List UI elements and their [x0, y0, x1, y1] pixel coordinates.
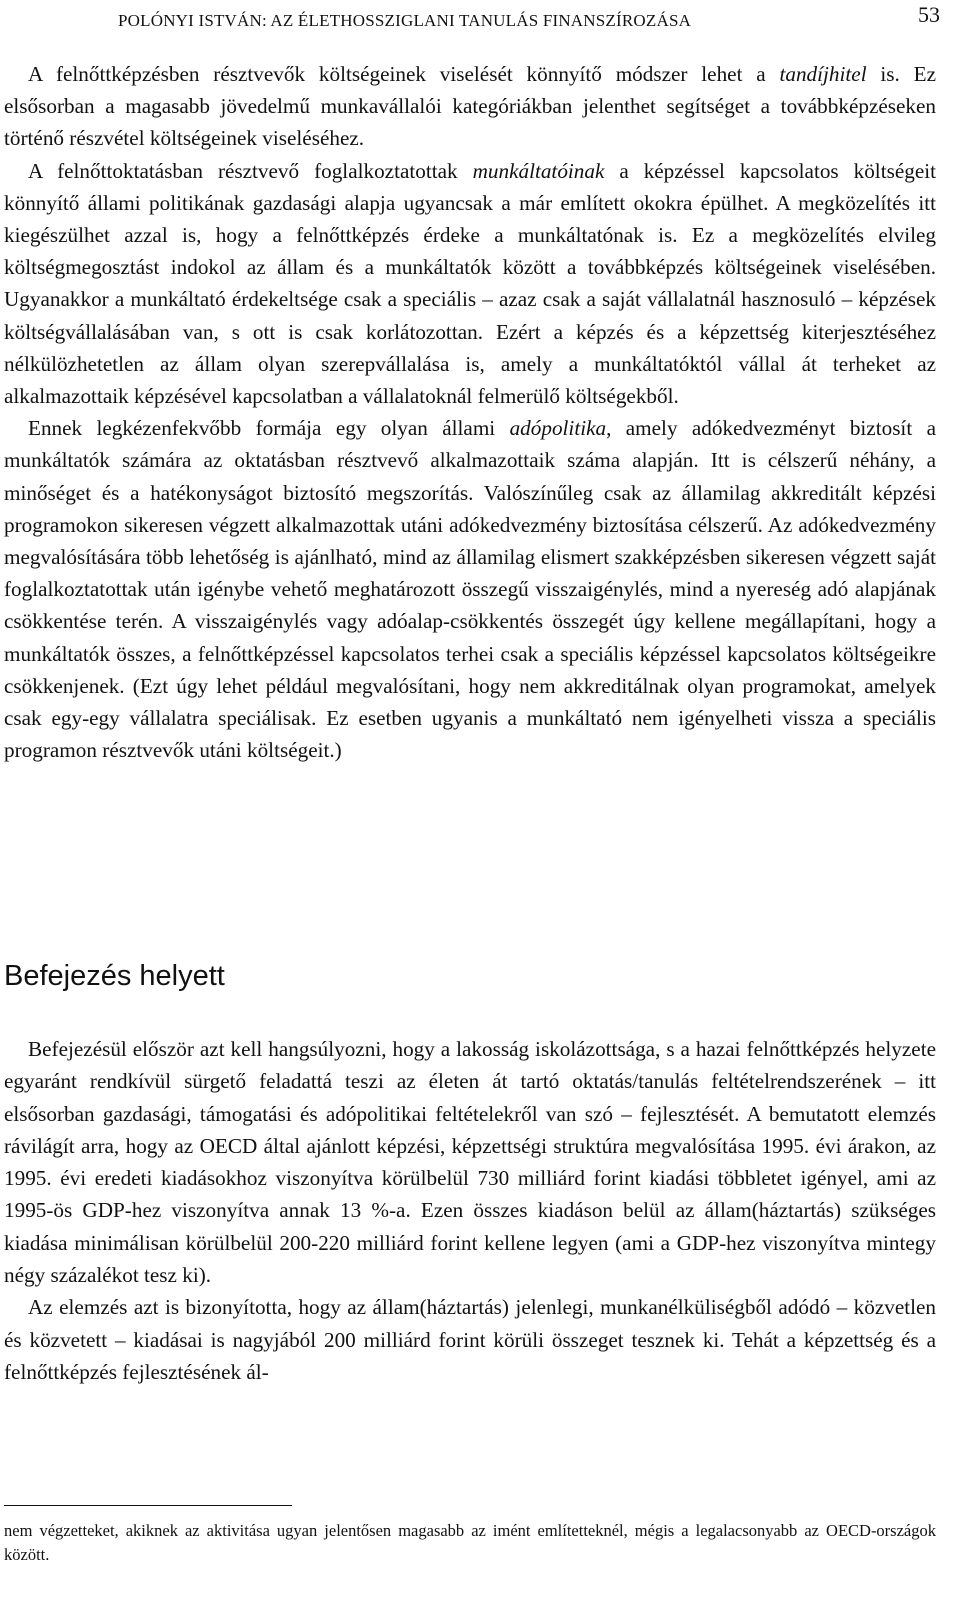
- running-title: POLÓNYI ISTVÁN: AZ ÉLETHOSSZIGLANI TANULÁS FINANSZÍROZÁSA: [118, 11, 692, 30]
- emphasis-text: munkáltatóinak: [472, 158, 605, 183]
- running-header: [28, 2, 940, 36]
- body-text-section-1: [4, 58, 936, 766]
- paragraph-text: , amely adókedvezményt biztosít a munkáltatók számára az oktatásban résztvevő alkalmazottaik száma alapján. Itt is célszerű néhány, a minőséget és a hatékonyságot biztosító megszorítás. Valószínűleg csak az államilag akkreditált képzési programokon sikeresen végzett alkalmazottak utáni adókedvezmény biztosítása célszerű. Az adókedvezmény megvalósítására több lehetőség is ajánlható, mind az államilag elismert szakképzésben sikeresen végzett saját foglalkoztatottak után igénybe vehető meghatározott összegű visszaigénylés, mind a nyereség adó alapjának csökkentése terén. A visszaigénylés vagy adóalap-csökkentés összegét úgy kellene megállapítani, hogy a munkáltatók összes, a felnőttképzéssel kapcsolatos terhei csak a speciális képzéssel kapcsolatos költségeikre csökkenjenek. (Ezt úgy lehet például megvalósítani, hogy nem akkreditálnak olyan programokat, amelyek csak egy-egy vállalatra speciálisak. Ez esetben ugyanis a munkáltató nem igényelheti vissza a speciális programon résztvevők utáni költségeit.): [4, 416, 936, 763]
- paragraph-tuition-loan: [4, 58, 936, 155]
- section-heading: Befejezés helyett: [4, 960, 225, 992]
- paragraph-text: A felnőttképzésben résztvevők költségeinek viselését könnyítő módszer lehet a: [28, 62, 780, 86]
- paragraph-conclusion-2: Az elemzés azt is bizonyította, hogy az állam(háztartás) jelenlegi, munkanélküliségből adódó – közvetlen és közvetett – kiadásai is nagyjából 200 milliárd forint körüli összeget tesznek ki. Tehát a képzettség és a felnőttképzés fejlesztésének ál-: [4, 1295, 936, 1384]
- paragraph-tax-policy: [4, 412, 936, 766]
- footnote-divider: [4, 1505, 292, 1506]
- paragraph-employers: [4, 155, 936, 413]
- footnote: nem végzetteket, akiknek az aktivitása ugyan jelentősen magasabb az imént említetteknél, mégis a legalacsonyabb az OECD-országok között.: [4, 1521, 936, 1564]
- page-number: 53: [918, 2, 940, 27]
- paragraph-text: is. Ez elsősorban a magasabb jövedelmű munkavállalói kategóriákban jelenthet segítséget a továbbképzéseken történő részvétel költségeinek viseléséhez.: [4, 62, 936, 151]
- paragraph-text: A felnőttoktatásban résztvevő foglalkoztatottak: [28, 158, 473, 183]
- paragraph-text: Ennek legkézenfekvőbb formája egy olyan állami: [28, 416, 510, 441]
- emphasis-text: adópolitika: [509, 416, 607, 441]
- body-text-section-2: [4, 1033, 936, 1388]
- emphasis-text: tandíjhitel: [779, 62, 867, 86]
- paragraph-text: a képzéssel kapcsolatos költségeit könnyítő állami politikának gazdasági alapja ugyancsak a már említett okokra épülhet. A megközelítés itt kiegészülhet azzal is, hogy a felnőttképzés érdeke a munkáltatónak is. Ez a megközelítés elvileg költségmegosztást indokol az állam és a munkáltatók között a továbbképzés költségeinek viselésében. Ugyanakkor a munkáltató érdekeltsége csak a speciális – azaz csak a saját vállalatnál hasznosuló – képzések költségvállalásában van, s ott is csak korlátozottan. Ezért a képzés és a képzettség kiterjesztéséhez nélkülözhetetlen az állam olyan szerepvállalása is, amely a munkáltatóktól vállal át terheket az alkalmazottaik képzésével kapcsolatban a vállalatoknál felmerülő költségekből.: [4, 158, 936, 409]
- paragraph-conclusion-1: Befejezésül először azt kell hangsúlyozni, hogy a lakosság iskolázottsága, s a hazai felnőttképzés helyzete egyaránt rendkívül sürgető feladattá teszi az életen át tartó oktatás/tanulás feltételrendszerének – itt elsősorban gazdasági, támogatási és adópolitikai feltételekről van szó – fejlesztését. A bemutatott elemzés rávilágít arra, hogy az OECD által ajánlott képzési, képzettségi struktúra megvalósítása 1995. évi árakon, az 1995. évi eredeti kiadásokhoz viszonyítva körülbelül 730 milliárd forint kiadási többletet igényel, ami az 1995-ös GDP-hez viszonyítva annak 13 %-a. Ezen összes kiadáson belül az állam(háztartás) szükséges kiadása minimálisan körülbelül 200-220 milliárd forint kellene legyen (ami a GDP-hez viszonyítva mintegy négy százalékot tesz ki).: [4, 1037, 936, 1288]
